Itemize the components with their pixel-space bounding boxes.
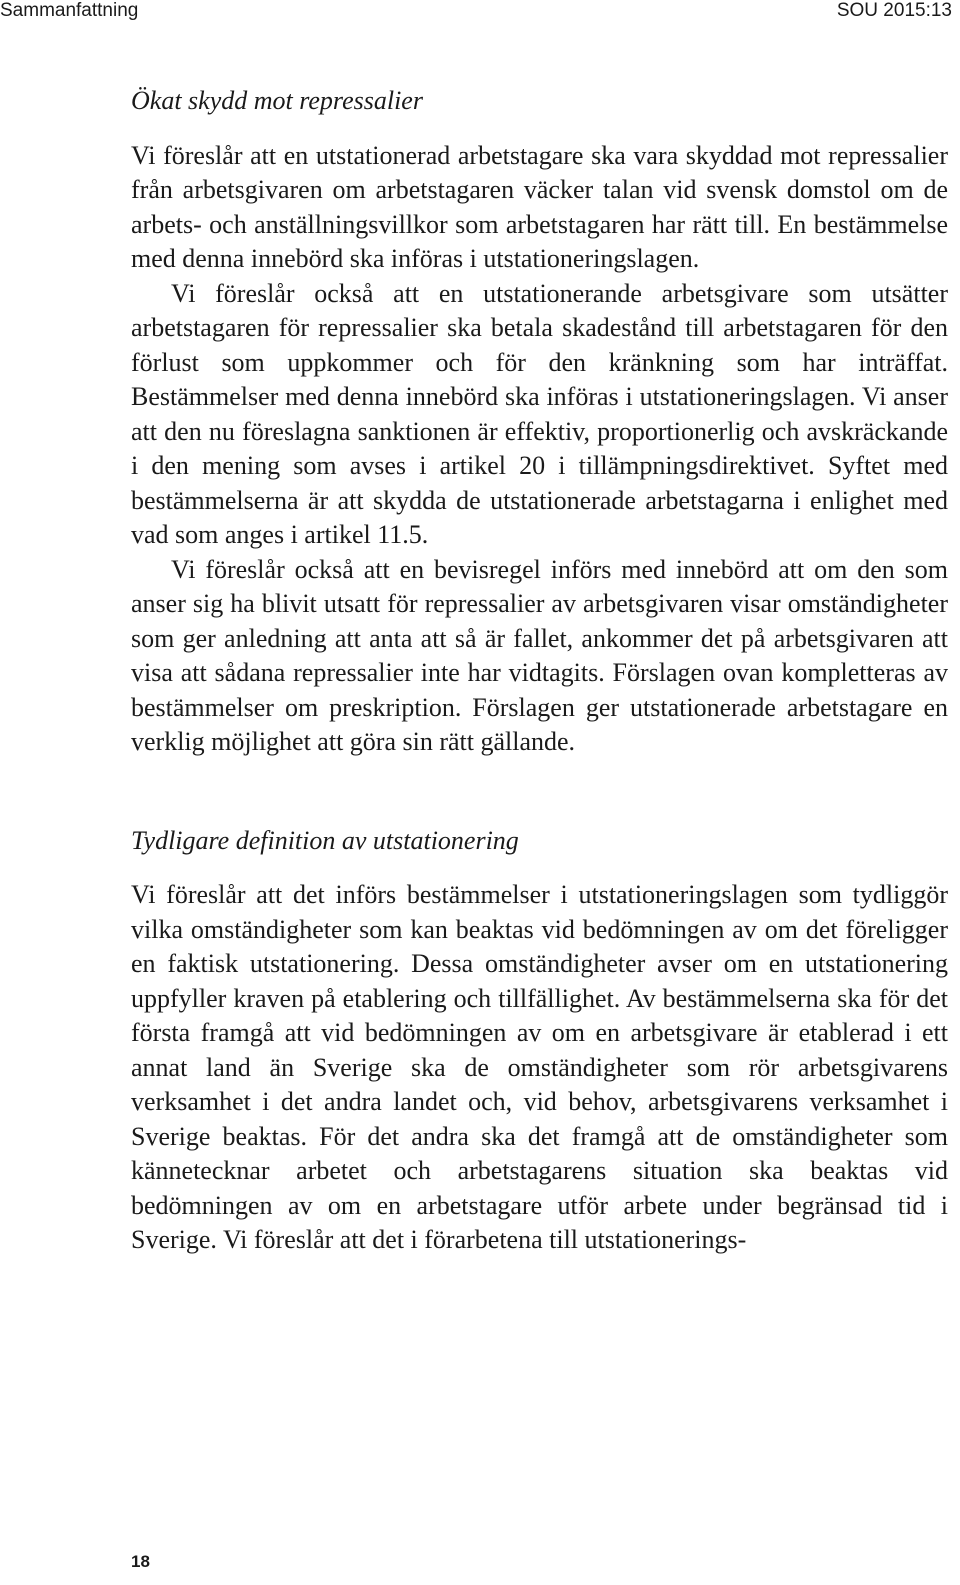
section-definition: [131, 824, 948, 1258]
section-heading: Ökat skydd mot repressalier: [131, 86, 423, 115]
paragraph: Vi föreslår att en utstationerad arbetstagare ska vara skyddad mot repressalier från arbetsgivaren om arbetstagaren väcker talan vid svensk domstol om de arbets- och anställningsvillkor som arbetstagaren har rätt till. En bestämmelse med denna innebörd ska införas i utstationeringslagen.: [131, 140, 948, 273]
running-header: [0, 0, 960, 22]
paragraph: Vi föreslår att det införs bestämmelser i utstationeringslagen som tydliggör vilka omständigheter som kan beaktas vid bedömningen av om det föreligger en faktisk utstationering. Dessa omständigheter avser om en utstationering uppfyller kraven på etablering och tillfällighet. Av bestämmelserna ska för det första framgå att vid bedömningen av om en arbetsgivare är etablerad i ett annat land än Sverige ska de omständigheter som rör arbetsgivarens verksamhet i det andra landet och, vid behov, arbetsgivarens verksamhet i Sverige beaktas. För det andra ska det framgå att de omständigheter som kännetecknar arbetet och arbetstagarens situation ska beaktas vid bedömningen av om en arbetstagare utför arbete under begränsad tid i Sverige. Vi föreslår att det i förarbetena till utstationerings-: [131, 880, 948, 1254]
page-number: 18: [131, 1552, 150, 1571]
paragraph: Vi föreslår också att en utstationerande arbetsgivare som utsätter arbetstagaren för repressalier ska betala skadestånd till arbetstagaren för den förlust som uppkommer och för den kränkning som har inträffat. Bestämmelser med denna innebörd ska införas i utstationeringslagen. Vi anser att den nu föreslagna sanktionen är effektiv, proportionerlig och avskräckande i den mening som avses i artikel 20 i tillämpningsdirektivet. Syftet med bestämmelserna är att skydda de utstationerade arbetstagarna i enlighet med vad som anges i artikel 11.5.: [131, 278, 948, 549]
header-section-title: Sammanfattning: [0, 0, 139, 21]
header-reference: SOU 2015:13: [836, 0, 952, 21]
paragraph: Vi föreslår också att en bevisregel införs med innebörd att om den som anser sig ha blivit utsatt för repressalier av arbetsgivaren visar omständigheter som ger anledning att anta att så är fallet, ankommer det på arbetsgivaren att visa att sådana repressalier inte har vidtagits. Förslagen ovan kompletteras av bestämmelser om preskription. Förslagen ger utstationerade arbetstagare en verklig möjlighet att göra sin rätt gällande.: [131, 554, 948, 756]
section-retaliation: [131, 84, 948, 760]
section-heading: Tydligare definition av utstationering: [131, 825, 519, 855]
document-body: [131, 84, 948, 1258]
